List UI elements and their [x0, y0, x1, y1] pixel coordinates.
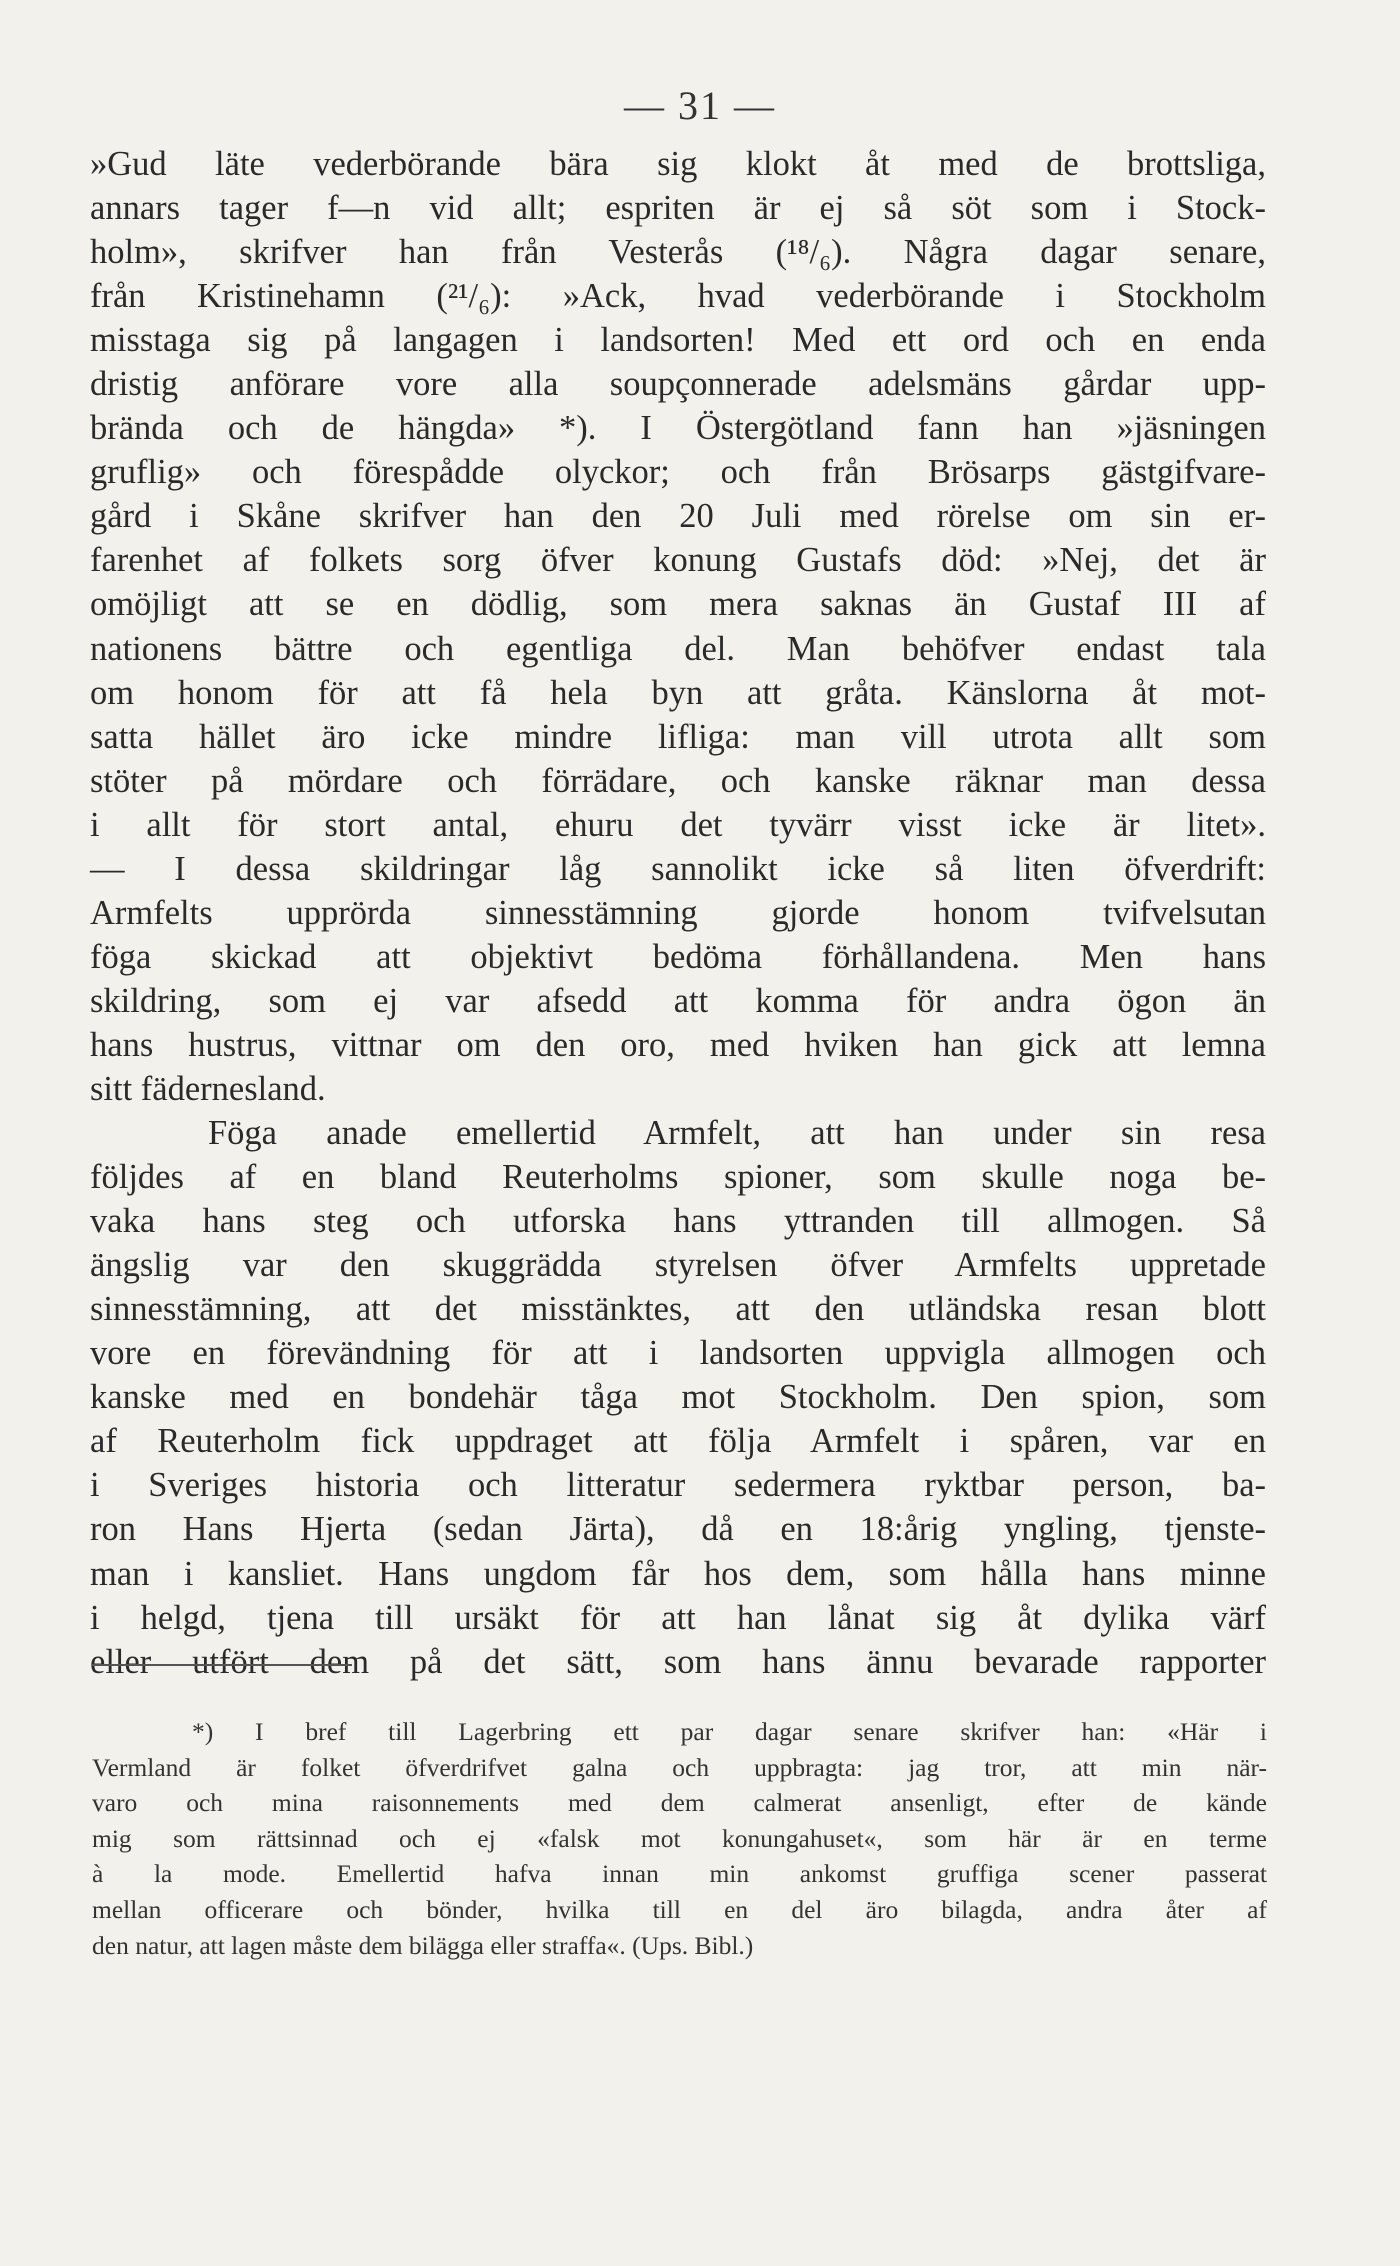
footnote-divider	[92, 1664, 352, 1666]
footnote-line: den natur, att lagen måste dem bilägga eller straffa«. (Ups. Bibl.)	[92, 1930, 754, 1960]
text-line: farenhet af folkets sorg öfver konung Gustafs död: »Nej, det är	[90, 541, 1266, 580]
text-line: ron Hans Hjerta (sedan Järta), då en 18:årig yngling, tjenste-	[90, 1510, 1266, 1549]
footnote-line: à la mode. Emellertid hafva innan min ankomst gruffiga scener passerat	[92, 1859, 1267, 1889]
text-line: gruflig» och förespådde olyckor; och från Brösarps gästgifvare-	[90, 453, 1266, 492]
text-line: ängslig var den skuggrädda styrelsen öfver Armfelts uppretade	[90, 1246, 1266, 1285]
text-line: skildring, som ej var afsedd att komma för andra ögon än	[90, 981, 1266, 1020]
text-line: af Reuterholm fick uppdraget att följa Armfelt i spåren, var en	[90, 1422, 1266, 1461]
text-line: »Gud läte vederbörande bära sig klokt åt med de brottsliga,	[90, 145, 1266, 183]
text-line: gård i Skåne skrifver han den 20 Juli med rörelse om sin er-	[90, 497, 1266, 536]
text-line: föga skickad att objektivt bedöma förhållandena. Men hans	[90, 937, 1266, 976]
text-line: i Sveriges historia och litteratur sedermera ryktbar person, ba-	[90, 1466, 1266, 1505]
footnote-line: Vermland är folket öfverdrifvet galna och uppbragta: jag tror, att min när-	[92, 1752, 1267, 1782]
text-line: holm», skrifver han från Vesterås (¹⁸/₆). Några dagar senare,	[90, 233, 1266, 272]
text-line: i helgd, tjena till ursäkt för att han lånat sig åt dylika värf	[90, 1598, 1266, 1637]
text-line: kanske med en bondehär tåga mot Stockholm. Den spion, som	[90, 1378, 1266, 1417]
text-line: misstaga sig på langagen i landsorten! Med ett ord och en enda	[90, 321, 1266, 360]
text-line: sitt fädernesland.	[90, 1069, 326, 1108]
text-line: — I dessa skildringar låg sannolikt icke så liten öfverdrift:	[90, 849, 1266, 888]
text-line: om honom för att få hela byn att gråta. Känslorna åt mot-	[90, 673, 1266, 712]
footnote-line: mig som rättsinnad och ej «falsk mot konungahuset«, som här är en terme	[92, 1823, 1267, 1853]
text-line: vore en förevändning för att i landsorten uppvigla allmogen och	[90, 1334, 1266, 1373]
text-line: vaka hans steg och utforska hans yttranden till allmogen. Så	[90, 1202, 1266, 1241]
text-line: eller utfört dem på det sätt, som hans ännu bevarade rapporter	[90, 1642, 1266, 1681]
text-line: sinnesstämning, att det misstänktes, att den utländska resan blott	[90, 1290, 1266, 1329]
text-line: brända och de hängda» *). I Östergötland fann han »jäsningen	[90, 409, 1266, 448]
text-line: från Kristinehamn (²¹/₆): »Ack, hvad vederbörande i Stockholm	[90, 277, 1266, 316]
page-number: — 31 —	[624, 83, 776, 128]
text-line: i allt för stort antal, ehuru det tyvärr visst icke är litet».	[90, 805, 1266, 844]
text-line-paragraph-start: Föga anade emellertid Armfelt, att han under sin resa	[208, 1114, 1266, 1153]
text-line: Armfelts upprörda sinnesstämning gjorde honom tvifvelsutan	[90, 893, 1266, 932]
footnote-line: *) I bref till Lagerbring ett par dagar senare skrifver han: «Här i	[192, 1717, 1267, 1746]
text-line: nationens bättre och egentliga del. Man behöfver endast tala	[90, 629, 1266, 668]
text-line: följdes af en bland Reuterholms spioner, som skulle noga be-	[90, 1158, 1266, 1197]
text-line: annars tager f—n vid allt; espriten är ej så söt som i Stock-	[90, 189, 1266, 228]
text-line: hans hustrus, vittnar om den oro, med hviken han gick att lemna	[90, 1025, 1266, 1064]
footnotes	[92, 1714, 1267, 1963]
footnote-line: varo och mina raisonnements med dem calmerat ansenligt, efter de kände	[92, 1788, 1267, 1818]
text-line: stöter på mördare och förrädare, och kanske räknar man dessa	[90, 761, 1266, 800]
text-line: omöjligt att se en dödlig, som mera saknas än Gustaf III af	[90, 585, 1266, 624]
body-text	[90, 142, 1266, 1684]
text-line: man i kansliet. Hans ungdom får hos dem, som hålla hans minne	[90, 1554, 1266, 1593]
text-line: satta hället äro icke mindre lifliga: man vill utrota allt som	[90, 717, 1266, 756]
text-line: dristig anförare vore alla soupçonnerade adelsmäns gårdar upp-	[90, 365, 1266, 404]
footnote-line: mellan officerare och bönder, hvilka till en del äro bilagda, andra åter af	[92, 1894, 1267, 1924]
